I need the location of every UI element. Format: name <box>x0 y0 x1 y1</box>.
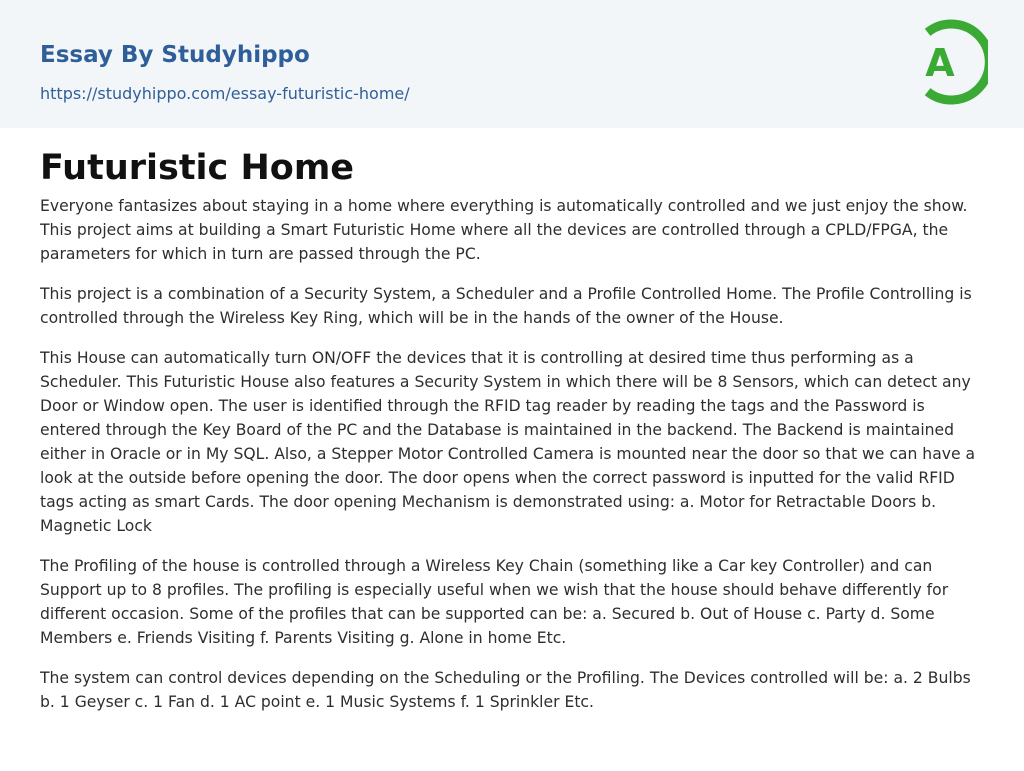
essay-paragraph-2: This project is a combination of a Security System, a Scheduler and a Profile Controlled Home. The Profile Controlling is controlled through the Wireless Key Ring, which will be in the hands of the owner of the House. <box>40 285 972 327</box>
essay-url-link[interactable]: https://studyhippo.com/essay-futuristic-home/ <box>40 84 410 103</box>
essay-content <box>0 128 1024 714</box>
svg-text:A: A <box>925 41 955 85</box>
essay-paragraph-4: The Profiling of the house is controlled through a Wireless Key Chain (something like a Car key Controller) and can Support up to 8 profiles. The profiling is especially useful when we wish that the house should behave differently for different occasion. Some of the profiles that can be supported can be: a. Secured b. Out of House c. Party d. Some Members e. Friends Visiting f. Parents Visiting g. Alone in home Etc. <box>40 557 949 647</box>
essay-paragraph-1: Everyone fantasizes about staying in a home where everything is automatically controlled and we just enjoy the show. This project aims at building a Smart Futuristic Home where all the devices are controlled through a CPLD/FPGA, the parameters for which in turn are passed through the PC. <box>40 197 968 263</box>
essay-paragraph-3: This House can automatically turn ON/OFF the devices that it is controlling at desired time thus performing as a Scheduler. This Futuristic House also features a Security System in which there will be 8 Sensors, which can detect any Door or Window open. The user is identified through the RFID tag reader by reading the tags and the Password is entered through the Key Board of the PC and the Database is maintained in the backend. The Backend is maintained either in Oracle or in My SQL. Also, a Stepper Motor Controlled Camera is mounted near the door so that we can have a look at the outside before opening the door. The door opens when the correct password is inputted for the valid RFID tags acting as smart Cards. The door opening Mechanism is demonstrated using: a. Motor for Retractable Doors b. Magnetic Lock <box>40 349 976 535</box>
essay-title: Futuristic Home <box>40 148 355 188</box>
site-header <box>0 0 1024 128</box>
site-brand[interactable]: Essay By Studyhippo <box>40 42 310 68</box>
essay-paragraph-5: The system can control devices depending on the Scheduling or the Profiling. The Devices controlled will be: a. 2 Bulbs b. 1 Geyser c. 1 Fan d. 1 AC point e. 1 Music Systems f. 1 Sprinkler Etc. <box>40 669 971 711</box>
studyhippo-logo-icon[interactable] <box>910 18 988 106</box>
